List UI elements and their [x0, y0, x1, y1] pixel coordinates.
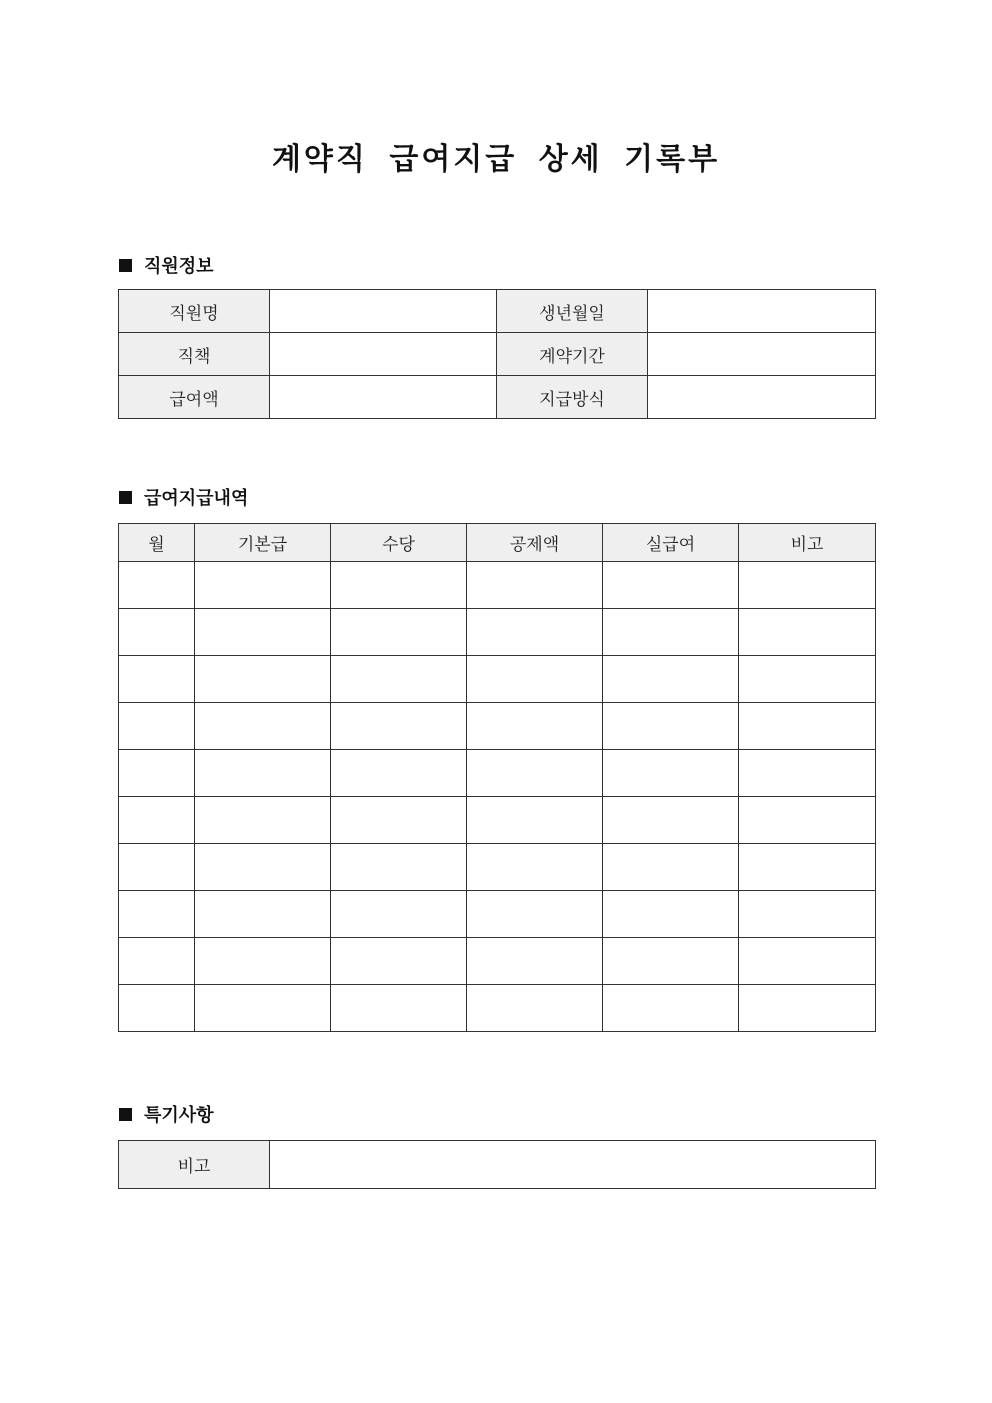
payroll-cell[interactable]	[331, 609, 467, 656]
payroll-cell[interactable]	[119, 844, 195, 891]
square-bullet-icon	[119, 259, 132, 272]
table-row	[119, 656, 876, 703]
name-label: 직원명	[119, 290, 270, 333]
payroll-section-title: 급여지급내역	[144, 488, 249, 509]
payroll-cell[interactable]	[119, 609, 195, 656]
position-value-field[interactable]	[270, 333, 497, 376]
birth-date-label: 생년월일	[497, 290, 648, 333]
payroll-cell[interactable]	[195, 562, 331, 609]
payroll-cell[interactable]	[603, 985, 739, 1032]
payroll-cell[interactable]	[603, 891, 739, 938]
payroll-cell[interactable]	[195, 844, 331, 891]
payroll-cell[interactable]	[331, 562, 467, 609]
payroll-cell[interactable]	[739, 750, 876, 797]
payroll-cell[interactable]	[119, 703, 195, 750]
payroll-section-heading	[119, 485, 248, 509]
payroll-cell[interactable]	[467, 844, 603, 891]
employee-section-title: 직원정보	[144, 256, 214, 277]
contract-period-label: 계약기간	[497, 333, 648, 376]
payroll-cell[interactable]	[739, 891, 876, 938]
payroll-cell[interactable]	[195, 797, 331, 844]
payroll-cell[interactable]	[195, 891, 331, 938]
payroll-cell[interactable]	[119, 985, 195, 1032]
payroll-cell[interactable]	[331, 797, 467, 844]
payment-method-value-field[interactable]	[648, 376, 876, 419]
payroll-cell[interactable]	[195, 938, 331, 985]
name-value-field[interactable]	[270, 290, 497, 333]
column-header-deduction: 공제액	[467, 524, 603, 562]
payroll-cell[interactable]	[603, 609, 739, 656]
payroll-cell[interactable]	[467, 797, 603, 844]
payroll-cell[interactable]	[331, 656, 467, 703]
table-row	[119, 750, 876, 797]
payroll-cell[interactable]	[195, 985, 331, 1032]
notes-section-title: 특기사항	[144, 1105, 214, 1126]
payroll-cell[interactable]	[119, 656, 195, 703]
employee-section-heading	[119, 253, 214, 277]
payroll-cell[interactable]	[467, 985, 603, 1032]
payroll-cell[interactable]	[467, 656, 603, 703]
payroll-cell[interactable]	[195, 703, 331, 750]
salary-label: 급여액	[119, 376, 270, 419]
table-row	[119, 891, 876, 938]
payroll-cell[interactable]	[739, 609, 876, 656]
column-header-month: 월	[119, 524, 195, 562]
payroll-cell[interactable]	[331, 703, 467, 750]
table-row	[119, 797, 876, 844]
column-header-allowance: 수당	[331, 524, 467, 562]
payroll-cell[interactable]	[331, 750, 467, 797]
payroll-cell[interactable]	[467, 609, 603, 656]
payroll-cell[interactable]	[331, 844, 467, 891]
payroll-table	[118, 523, 876, 1032]
table-row	[119, 703, 876, 750]
notes-section-heading	[119, 1102, 214, 1126]
payroll-cell[interactable]	[739, 797, 876, 844]
table-row	[119, 609, 876, 656]
square-bullet-icon	[119, 491, 132, 504]
payroll-cell[interactable]	[195, 609, 331, 656]
payroll-cell[interactable]	[119, 938, 195, 985]
document-title: 계약직 급여지급 상세 기록부	[271, 142, 721, 177]
column-header-base-pay: 기본급	[195, 524, 331, 562]
payroll-cell[interactable]	[603, 656, 739, 703]
payment-method-label: 지급방식	[497, 376, 648, 419]
payroll-cell[interactable]	[119, 891, 195, 938]
birth-date-value-field[interactable]	[648, 290, 876, 333]
payroll-cell[interactable]	[195, 750, 331, 797]
remark-label: 비고	[119, 1141, 270, 1189]
employee-info-table	[118, 289, 876, 419]
contract-period-value-field[interactable]	[648, 333, 876, 376]
payroll-cell[interactable]	[603, 844, 739, 891]
payroll-cell[interactable]	[603, 797, 739, 844]
payroll-cell[interactable]	[331, 985, 467, 1032]
payroll-cell[interactable]	[467, 562, 603, 609]
table-row	[119, 1141, 876, 1189]
table-row	[119, 333, 876, 376]
position-label: 직책	[119, 333, 270, 376]
payroll-cell[interactable]	[603, 562, 739, 609]
payroll-cell[interactable]	[739, 938, 876, 985]
column-header-net-pay: 실급여	[603, 524, 739, 562]
payroll-cell[interactable]	[739, 562, 876, 609]
payroll-cell[interactable]	[119, 750, 195, 797]
salary-value-field[interactable]	[270, 376, 497, 419]
payroll-cell[interactable]	[603, 703, 739, 750]
payroll-cell[interactable]	[739, 985, 876, 1032]
payroll-cell[interactable]	[331, 938, 467, 985]
notes-table	[118, 1140, 876, 1189]
square-bullet-icon	[119, 1108, 132, 1121]
payroll-cell[interactable]	[119, 797, 195, 844]
table-row	[119, 844, 876, 891]
table-row	[119, 985, 876, 1032]
payroll-cell[interactable]	[331, 891, 467, 938]
payroll-cell[interactable]	[467, 750, 603, 797]
payroll-cell[interactable]	[467, 938, 603, 985]
payroll-cell[interactable]	[739, 844, 876, 891]
remark-value-field[interactable]	[270, 1141, 876, 1189]
payroll-cell[interactable]	[195, 656, 331, 703]
table-row	[119, 376, 876, 419]
payroll-cell[interactable]	[467, 703, 603, 750]
payroll-cell[interactable]	[603, 750, 739, 797]
column-header-remarks: 비고	[739, 524, 876, 562]
payroll-cell[interactable]	[739, 656, 876, 703]
payroll-cell[interactable]	[739, 703, 876, 750]
payroll-cell[interactable]	[467, 891, 603, 938]
payroll-cell[interactable]	[603, 938, 739, 985]
table-row	[119, 290, 876, 333]
payroll-cell[interactable]	[119, 562, 195, 609]
table-row	[119, 562, 876, 609]
table-row	[119, 938, 876, 985]
table-header-row	[119, 524, 876, 562]
